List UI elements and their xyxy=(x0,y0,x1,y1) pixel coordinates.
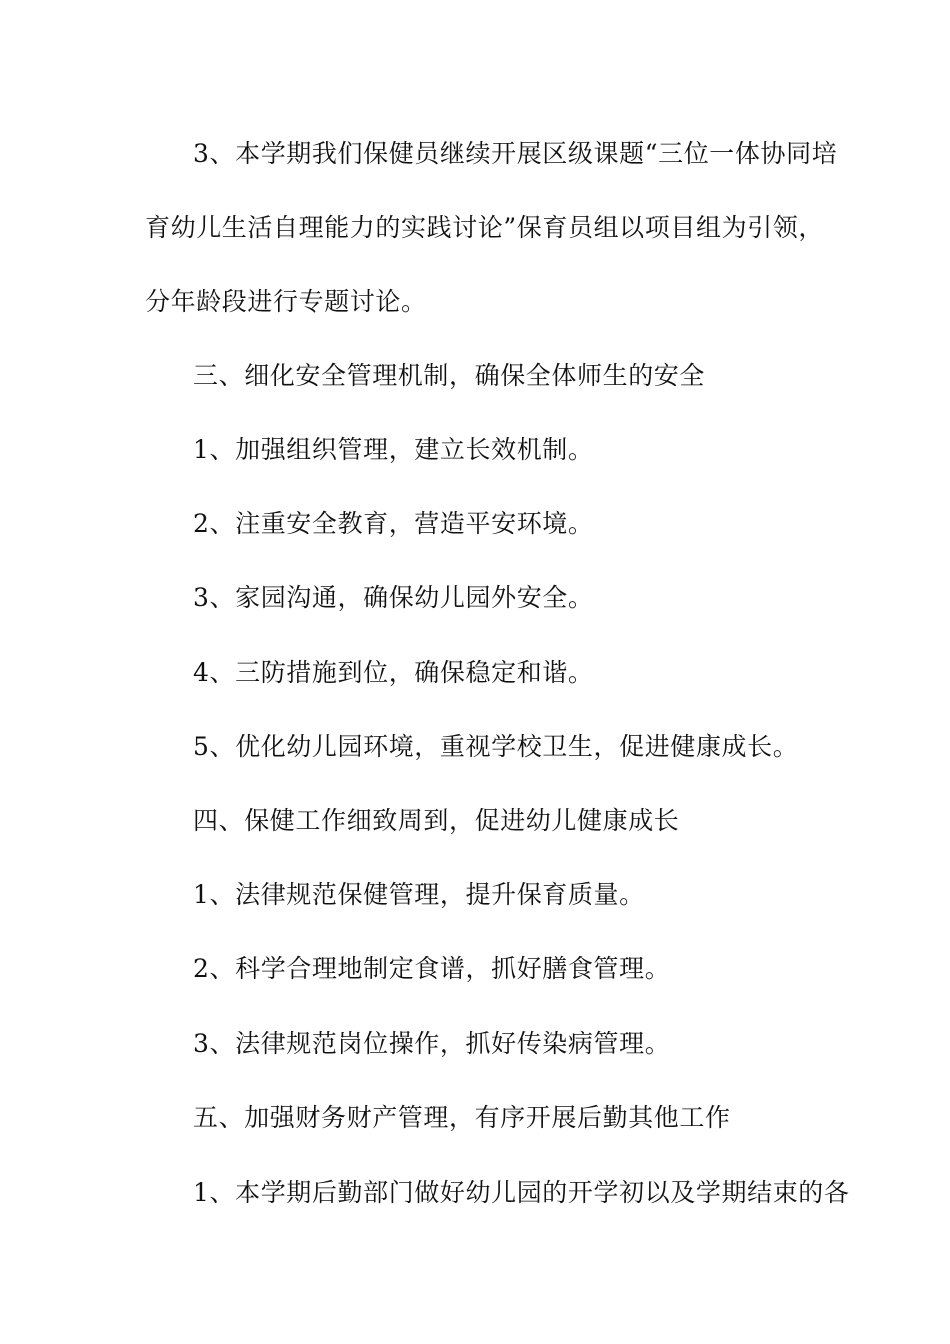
list-item: 1、本学期后勤部门做好幼儿园的开学初以及学期结束的各 xyxy=(193,1178,850,1207)
list-item: 2、科学合理地制定食谱，抓好膳食管理。 xyxy=(193,954,671,983)
list-item: 1、加强组织管理，建立长效机制。 xyxy=(193,435,594,464)
list-item: 5、优化幼儿园环境，重视学校卫生，促进健康成长。 xyxy=(193,732,799,761)
paragraph-line: 育幼儿生活自理能力的实践讨论”保育员组以项目组为引领， xyxy=(145,213,824,242)
list-item: 2、注重安全教育，营造平安环境。 xyxy=(193,509,594,538)
list-item: 3、法律规范岗位操作，抓好传染病管理。 xyxy=(193,1029,671,1058)
section-heading: 四、保健工作细致周到，促进幼儿健康成长 xyxy=(193,806,680,835)
section-heading: 三、细化安全管理机制，确保全体师生的安全 xyxy=(193,361,706,390)
section-heading: 五、加强财务财产管理，有序开展后勤其他工作 xyxy=(193,1103,731,1132)
paragraph-line: 3、本学期我们保健员继续开展区级课题“三位一体协同培 xyxy=(193,139,838,168)
paragraph-line: 分年龄段进行专题讨论。 xyxy=(145,287,427,316)
list-item: 1、法律规范保健管理，提升保育质量。 xyxy=(193,880,645,909)
list-item: 4、三防措施到位，确保稳定和谐。 xyxy=(193,658,594,687)
list-item: 3、家园沟通，确保幼儿园外安全。 xyxy=(193,583,594,612)
